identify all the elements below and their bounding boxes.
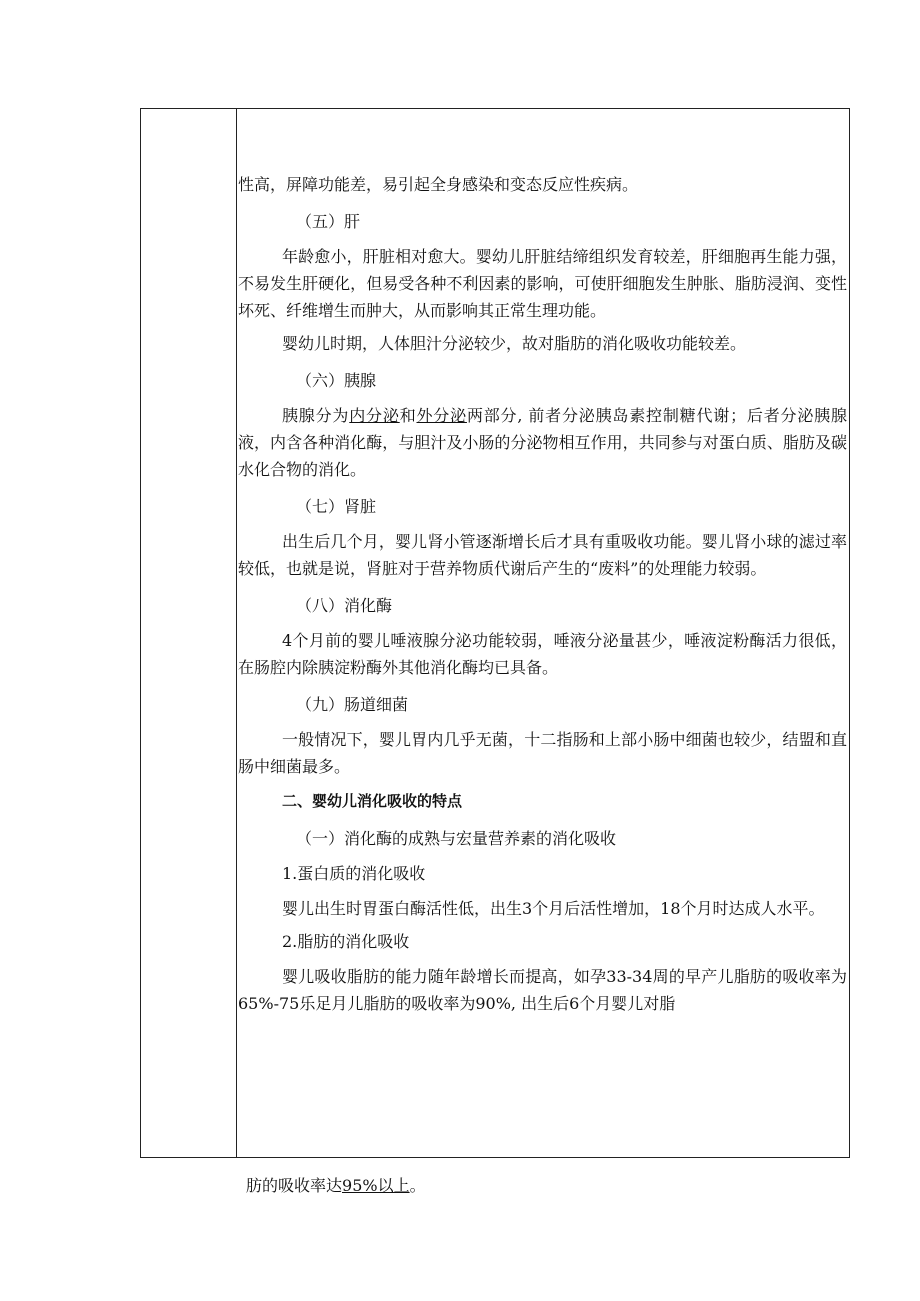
underlined-term: 内分泌 <box>349 406 400 425</box>
continued-text <box>246 1172 426 1199</box>
subsection-heading: （一）消化酶的成熟与宏量营养素的消化吸收 <box>296 829 617 848</box>
heading-kidney: （七）肾脏 <box>296 497 377 516</box>
text: 两部分, 前者分泌胰岛素控制糖代谢；后者分泌胰腺液，内含各种消化酶，与胆汁及小肠的分泌物相互作用，共同参与对蛋白质、脂肪及碳水化合物的消化。 <box>238 406 847 479</box>
paragraph: 婴幼儿时期，人体胆汁分泌较少，故对脂肪的消化吸收功能较差。 <box>282 334 747 353</box>
column-divider <box>236 109 237 1157</box>
text: 肪的吸收率达 <box>246 1176 343 1195</box>
heading-enzyme: （八）消化酶 <box>296 596 393 615</box>
text: 胰腺分为 <box>282 406 350 425</box>
underlined-value: 95%以上 <box>342 1176 410 1195</box>
text: 。 <box>409 1176 426 1195</box>
heading-pancreas: （六）胰腺 <box>296 371 377 390</box>
paragraph: 性高，屏障功能差，易引起全身感染和变态反应性疾病。 <box>238 175 639 194</box>
underlined-term: 外分泌 <box>416 406 467 425</box>
section-heading: 二、婴幼儿消化吸收的特点 <box>282 792 463 810</box>
paragraph: 年龄愈小，肝脏相对愈大。婴幼儿肝脏结缔组织发育较差，肝细胞再生能力强，不易发生肝硬化，但易受各种不利因素的影响，可使肝细胞发生肿胀、脂肪浸润、变性坏死、纤维增生而肿大，从而影响其正常生理功能。 <box>238 247 847 320</box>
paragraph: 婴儿吸收脂肪的能力随年龄增长而提高，如孕33-34周的早产儿脂肪的吸收率为65%-75乐足月儿脂肪的吸收率为90%, 出生后6个月婴儿对脂 <box>238 967 847 1013</box>
paragraph: 婴儿出生时胃蛋白酶活性低，出生3个月后活性增加，18个月时达成人水平。 <box>282 899 825 918</box>
table-content-cell <box>238 171 847 1023</box>
item-heading: 2.脂肪的消化吸收 <box>282 932 410 951</box>
paragraph: 一般情况下，婴儿胃内几乎无菌，十二指肠和上部小肠中细菌也较少，结盟和直肠中细菌最多。 <box>238 730 847 776</box>
paragraph: 4个月前的婴儿唾液腺分泌功能较弱，唾液分泌量甚少，唾液淀粉酶活力很低，在肠腔内除胰淀粉酶外其他消化酶均已具备。 <box>238 631 847 677</box>
item-heading: 1.蛋白质的消化吸收 <box>282 864 426 883</box>
paragraph: 出生后几个月，婴儿肾小管逐渐增长后才具有重吸收功能。婴儿肾小球的滤过率较低，也就是说，肾脏对于营养物质代谢后产生的“废料”的处理能力较弱。 <box>238 532 847 578</box>
heading-bacteria: （九）肠道细菌 <box>296 695 409 714</box>
heading-liver: （五）肝 <box>296 212 361 231</box>
table-frame <box>140 108 850 1158</box>
text: 和 <box>399 406 417 425</box>
paragraph <box>238 402 847 483</box>
